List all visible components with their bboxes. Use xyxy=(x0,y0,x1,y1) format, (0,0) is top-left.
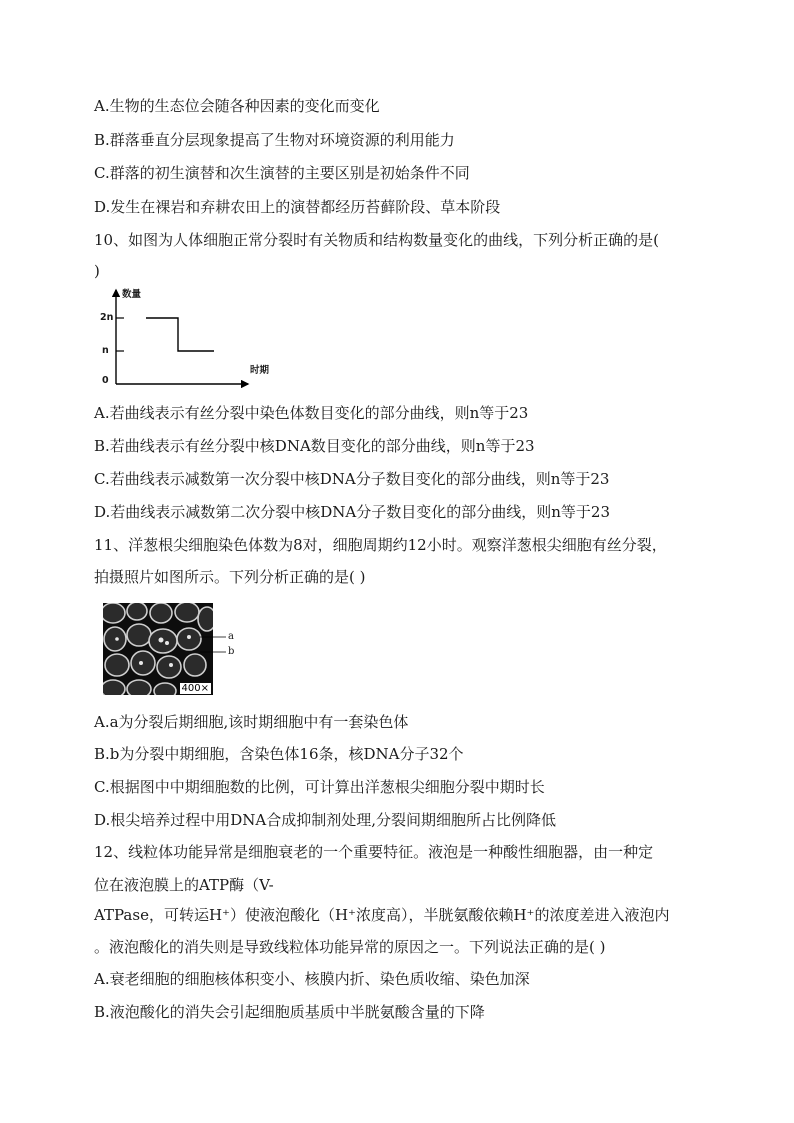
q10-option-a: A.若曲线表示有丝分裂中染色体数目变化的部分曲线，则n等于23 xyxy=(94,404,529,422)
q11-option-b: B.b为分裂中期细胞，含染色体16条，核DNA分子32个 xyxy=(94,745,464,763)
y-tick-label-n: n xyxy=(102,345,109,356)
label-b: b xyxy=(228,646,235,657)
q11-option-d: D.根尖培养过程中用DNA合成抑制剂处理,分裂间期细胞所占比例降低 xyxy=(94,811,557,829)
label-a: a xyxy=(228,631,234,642)
q12-stem-line4: 。液泡酸化的消失则是导致线粒体功能异常的原因之一。下列说法正确的是( ) xyxy=(94,938,606,956)
q12-stem-line2: 位在液泡膜上的ATP酶（V- xyxy=(94,876,274,894)
x-axis-label: 时期 xyxy=(250,365,270,376)
q11-option-a: A.a为分裂后期细胞,该时期细胞中有一套染色体 xyxy=(94,713,409,731)
q10-option-c: C.若曲线表示减数第一次分裂中核DNA分子数目变化的部分曲线，则n等于23 xyxy=(94,470,610,488)
y-tick-label-0: 0 xyxy=(102,375,109,386)
q12-stem: 12、线粒体功能异常是细胞衰老的一个重要特征。液泡是一种酸性细胞器，由一种定 xyxy=(94,843,654,861)
q12-option-a: A.衰老细胞的细胞核体积变小、核膜内折、染色质收缩、染色加深 xyxy=(94,970,530,988)
q10-stem: 10、如图为人体细胞正常分裂时有关物质和结构数量变化的曲线，下列分析正确的是( xyxy=(94,231,659,249)
magnification-label: 400× xyxy=(181,683,209,694)
series-line xyxy=(146,318,214,351)
micrograph-image xyxy=(103,603,213,695)
q12-option-b: B.液泡酸化的消失会引起细胞质基质中半胱氨酸含量的下降 xyxy=(94,1003,485,1021)
q10-stem-cont: ) xyxy=(94,262,100,280)
micrograph-pointers xyxy=(200,630,230,660)
q12-stem-line3: ATPase，可转运H⁺）使液泡酸化（H⁺浓度高），半胱氨酸依赖H⁺的浓度差进入液泡内 xyxy=(94,906,670,924)
q9-option-d: D.发生在裸岩和弃耕农田上的演替都经历苔藓阶段、草本阶段 xyxy=(94,198,501,216)
q11-option-c: C.根据图中中期细胞数的比例，可计算出洋葱根尖细胞分裂中期时长 xyxy=(94,778,545,796)
q10-option-b: B.若曲线表示有丝分裂中核DNA数目变化的部分曲线，则n等于23 xyxy=(94,437,535,455)
micrograph-cells xyxy=(103,603,213,695)
y-axis-label: 数量 xyxy=(122,289,142,300)
y-tick-label-2n: 2n xyxy=(100,312,114,323)
q9-option-a: A.生物的生态位会随各种因素的变化而变化 xyxy=(94,97,380,115)
q11-stem: 11、洋葱根尖细胞染色体数为8对，细胞周期约12小时。观察洋葱根尖细胞有丝分裂， xyxy=(94,536,667,554)
q11-stem-cont: 拍摄照片如图所示。下列分析正确的是( ) xyxy=(94,568,366,586)
q9-option-b: B.群落垂直分层现象提高了生物对环境资源的利用能力 xyxy=(94,131,455,149)
q9-option-c: C.群落的初生演替和次生演替的主要区别是初始条件不同 xyxy=(94,164,470,182)
q10-option-d: D.若曲线表示减数第二次分裂中核DNA分子数目变化的部分曲线，则n等于23 xyxy=(94,503,610,521)
q10-chart xyxy=(98,282,288,394)
